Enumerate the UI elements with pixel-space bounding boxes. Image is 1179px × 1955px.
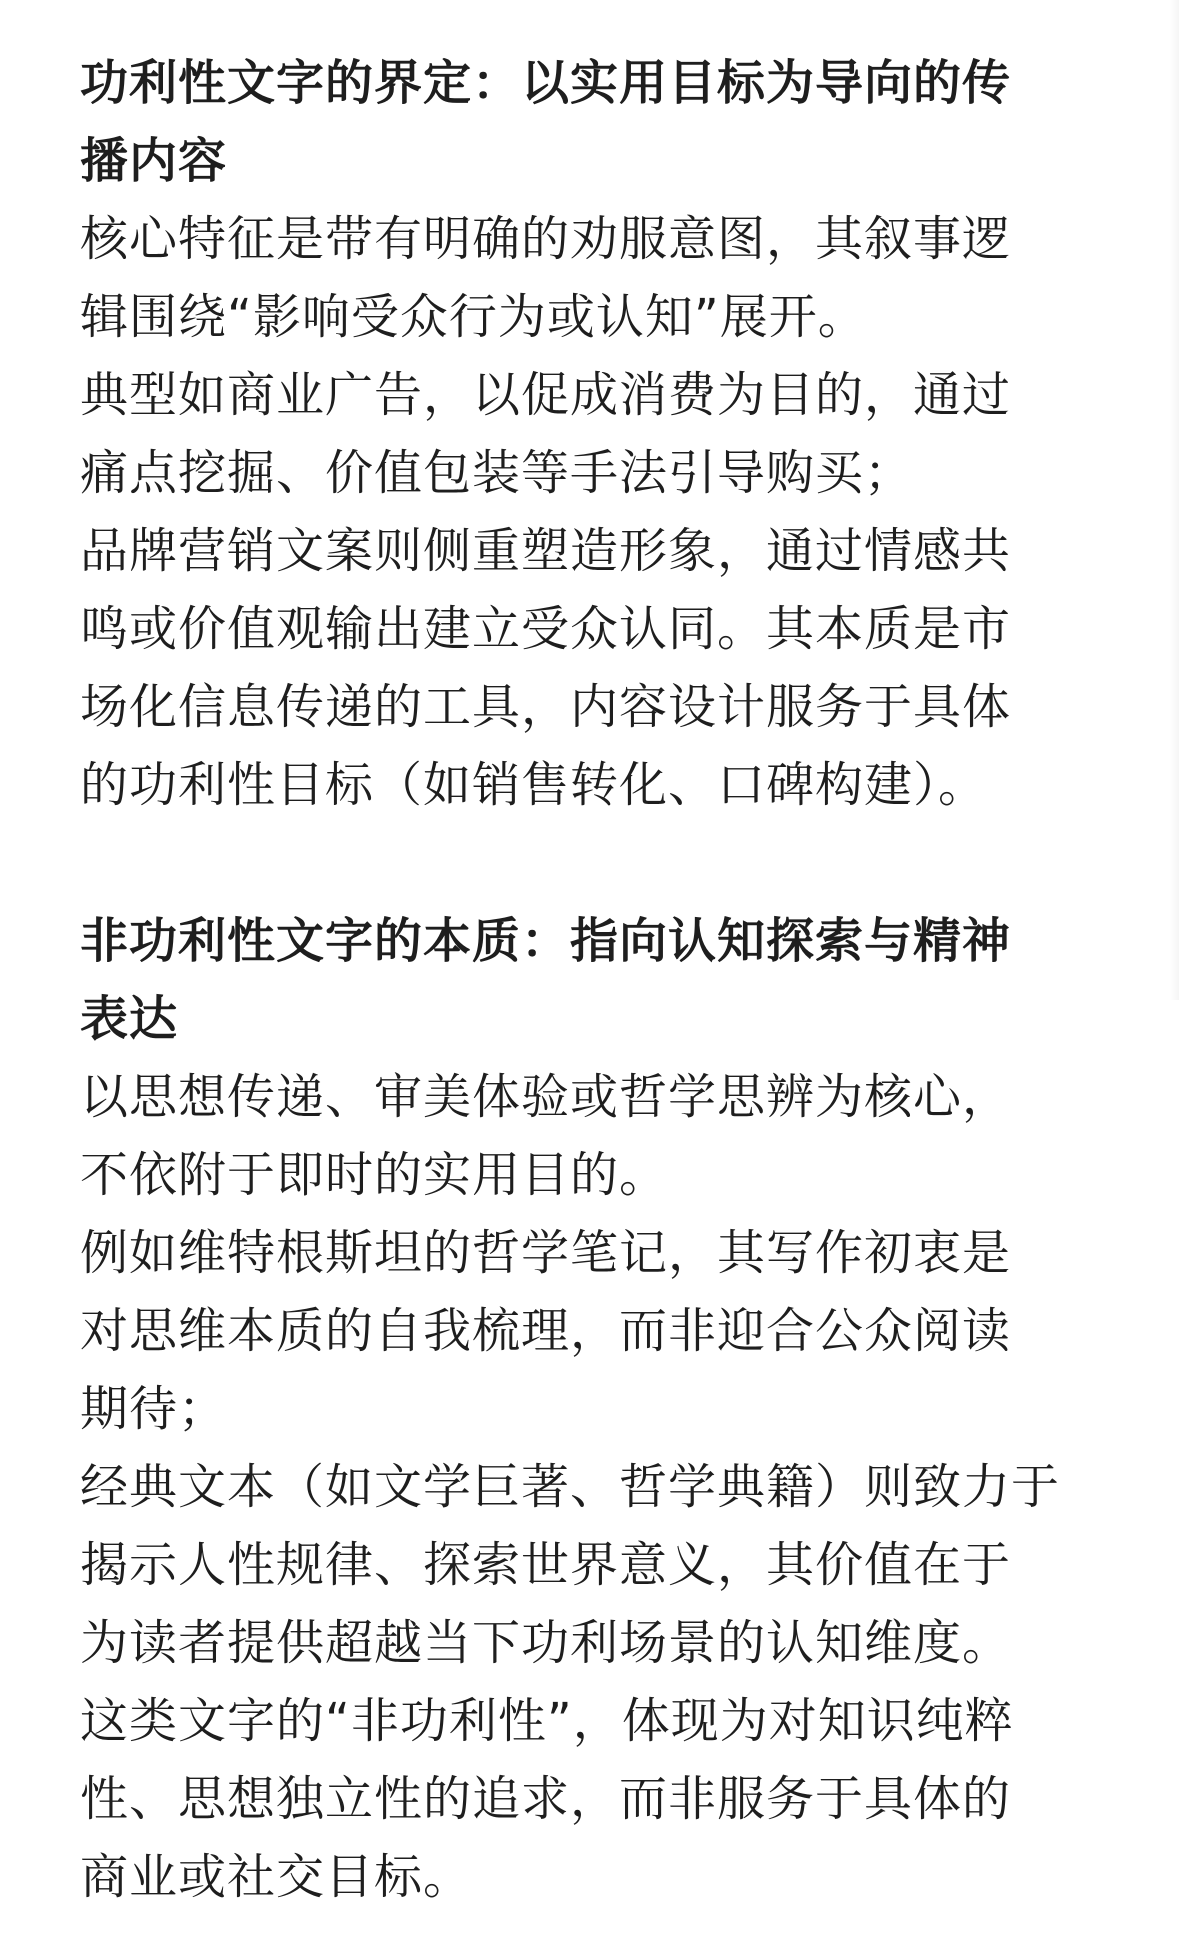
paragraph-line: 不依附于即时的实用目的。	[80, 1147, 669, 1203]
paragraph-line: 核心特征是带有明确的劝服意图，其叙事逻	[80, 211, 1012, 267]
paragraph-line: 典型如商业广告，以促成消费为目的，通过	[80, 367, 1012, 423]
paragraph-line: 揭示人性规律、探索世界意义，其价值在于	[80, 1537, 1012, 1593]
paragraph-line: 的功利性目标（如销售转化、口碑构建）。	[80, 757, 988, 813]
paragraph-line: 辑围绕“影响受众行为或认知”展开。	[80, 289, 867, 345]
paragraph-line: 以思想传递、审美体验或哲学思辨为核心，	[80, 1069, 1012, 1125]
paragraph-line: 品牌营销文案则侧重塑造形象，通过情感共	[80, 523, 1012, 579]
paragraph-line: 对思维本质的自我梳理，而非迎合公众阅读	[80, 1303, 1012, 1359]
paragraph-line: 例如维特根斯坦的哲学笔记，其写作初衷是	[80, 1225, 1012, 1281]
article-content	[80, 44, 1080, 1916]
paragraph-line: 鸣或价值观输出建立受众认同。其本质是市	[80, 601, 1012, 657]
paragraph-line: 痛点挖掘、价值包装等手法引导购买；	[80, 445, 914, 501]
section-heading: 功利性文字的界定：以实用目标为导向的传	[80, 55, 1012, 111]
edge-shadow	[1169, 0, 1179, 1000]
section-heading: 表达	[80, 991, 179, 1047]
paragraph-line: 这类文字的“非功利性”，体现为对知识纯粹	[80, 1693, 1014, 1749]
paragraph-line: 场化信息传递的工具，内容设计服务于具体	[80, 679, 1012, 735]
section-utilitarian	[80, 44, 1080, 824]
paragraph-line: 为读者提供超越当下功利场景的认知维度。	[80, 1615, 1012, 1671]
paragraph-line: 期待；	[80, 1381, 228, 1437]
paragraph-line: 商业或社交目标。	[80, 1849, 473, 1905]
paragraph-line: 性、思想独立性的追求，而非服务于具体的	[80, 1771, 1012, 1827]
section-spacer	[80, 824, 1080, 902]
section-heading: 非功利性文字的本质：指向认知探索与精神	[80, 913, 1012, 969]
section-non-utilitarian	[80, 902, 1080, 1916]
paragraph-line: 经典文本（如文学巨著、哲学典籍）则致力于	[80, 1459, 1061, 1515]
section-heading: 播内容	[80, 133, 228, 189]
